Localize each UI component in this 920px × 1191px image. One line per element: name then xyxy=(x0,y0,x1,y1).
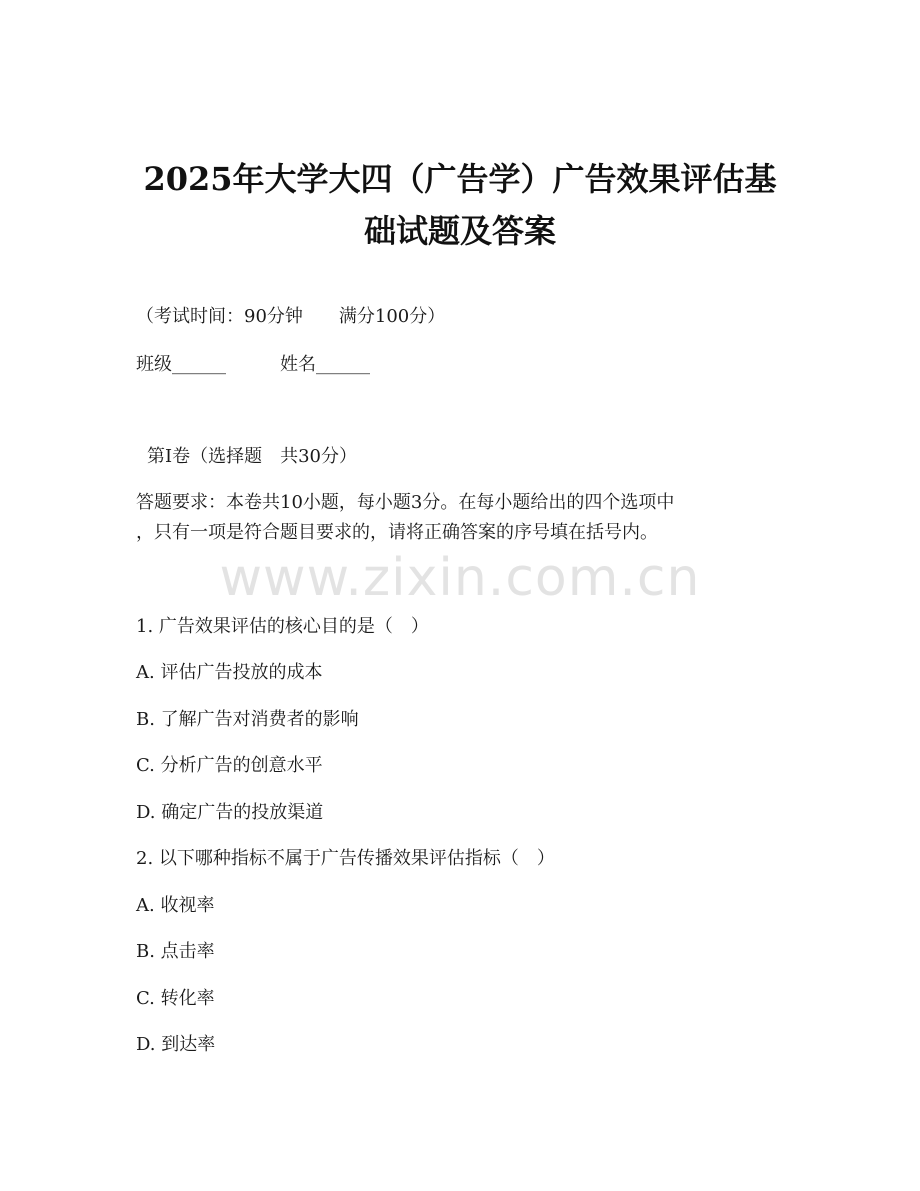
exam-info: （考试时间：90分钟 满分100分） xyxy=(136,306,446,327)
instructions-line-2: ，只有一项是符合题目要求的，请将正确答案的序号填在括号内。 xyxy=(136,522,658,543)
question-2-option-a: A. 收视率 xyxy=(136,895,215,916)
question-1-option-c: C. 分析广告的创意水平 xyxy=(136,755,323,776)
question-1-stem: 1. 广告效果评估的核心目的是（ ） xyxy=(136,616,429,637)
question-2-stem: 2. 以下哪种指标不属于广告传播效果评估指标（ ） xyxy=(136,848,555,869)
section-header: 第Ⅰ卷（选择题 共30分） xyxy=(147,446,358,467)
document-title-line-2: 础试题及答案 xyxy=(363,212,556,250)
student-fields: 班级______ 姓名______ xyxy=(136,354,370,375)
document-title-line-1: 2025年大学大四（广告学）广告效果评估基 xyxy=(143,160,777,198)
watermark: www.zixin.com.cn xyxy=(219,548,701,608)
question-1-option-d: D. 确定广告的投放渠道 xyxy=(136,802,324,823)
question-2-option-d: D. 到达率 xyxy=(136,1034,216,1055)
question-2-option-c: C. 转化率 xyxy=(136,988,215,1009)
question-1-option-b: B. 了解广告对消费者的影响 xyxy=(136,709,359,730)
instructions-line-1: 答题要求：本卷共10小题，每小题3分。在每小题给出的四个选项中 xyxy=(136,492,675,513)
question-2-option-b: B. 点击率 xyxy=(136,941,215,962)
question-1-option-a: A. 评估广告投放的成本 xyxy=(136,662,323,683)
